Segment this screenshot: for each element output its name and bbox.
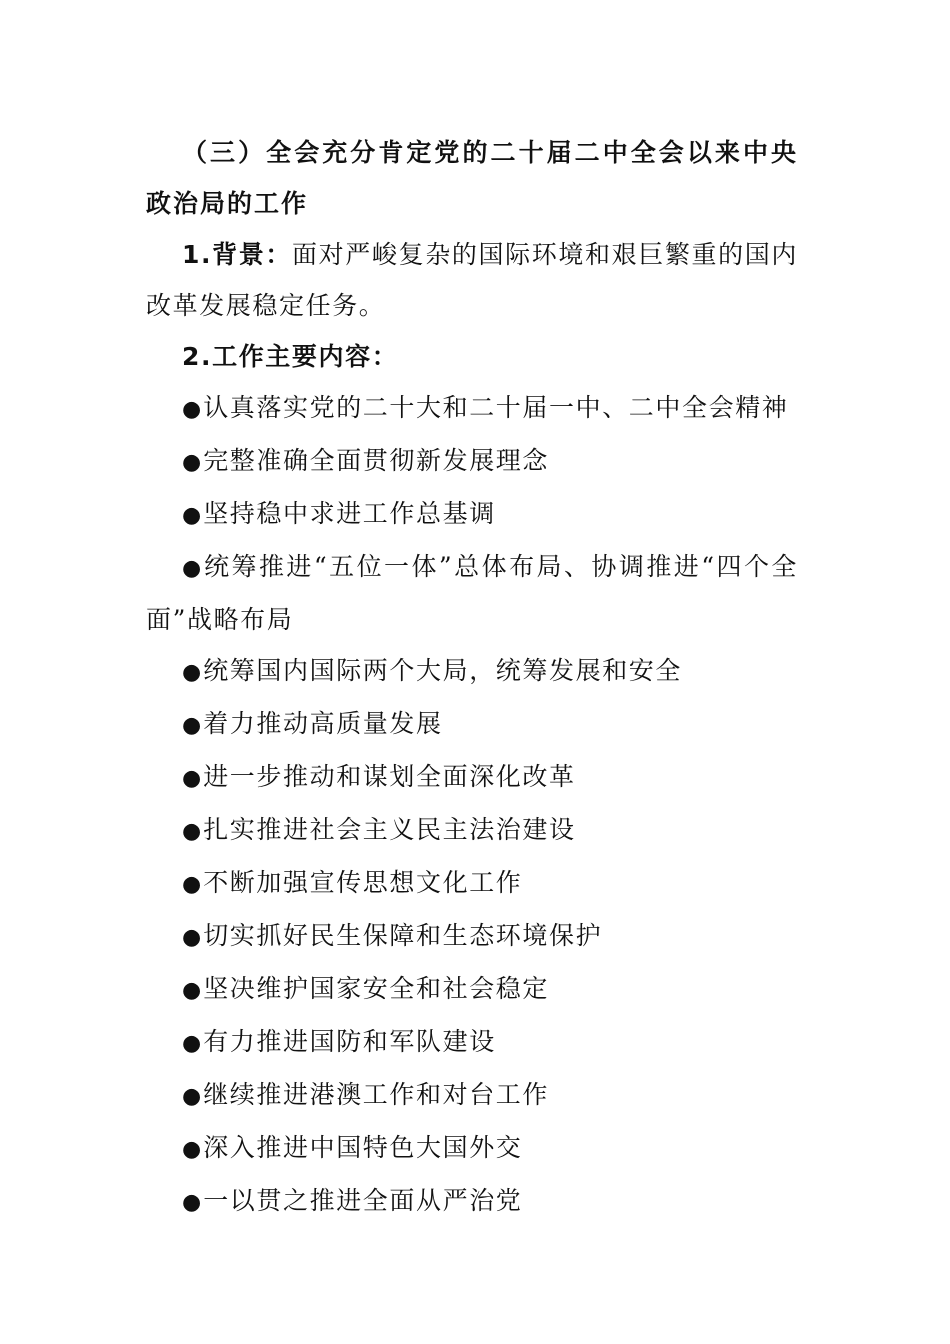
list-item xyxy=(146,804,798,857)
list-item xyxy=(146,963,798,1016)
list-item-text: 统筹国内国际两个大局，统筹发展和安全 xyxy=(203,656,683,685)
bullet-dot-icon: ● xyxy=(182,1084,202,1109)
list-item xyxy=(146,435,798,488)
list-item-text: 进一步推动和谋划全面深化改革 xyxy=(203,762,576,791)
list-item xyxy=(146,1122,798,1175)
background-text: 面对严峻复杂的国际环境和艰巨繁重的国内改革发展稳定任务。 xyxy=(146,240,798,320)
bullet-dot-icon: ● xyxy=(182,1137,202,1162)
list-item-text: 认真落实党的二十大和二十届一中、二中全会精神 xyxy=(203,393,789,422)
list-item-text: 着力推动高质量发展 xyxy=(203,709,443,738)
list-item-text: 深入推进中国特色大国外交 xyxy=(203,1133,523,1162)
bullet-dot-icon: ● xyxy=(182,397,202,422)
list-item-text: 坚持稳中求进工作总基调 xyxy=(203,499,496,528)
list-item xyxy=(146,488,798,541)
list-item xyxy=(146,1175,798,1228)
list-item xyxy=(146,382,798,435)
bullet-dot-icon: ● xyxy=(182,925,202,950)
bullet-dot-icon: ● xyxy=(182,766,202,791)
main-work-label: 2.工作主要内容： xyxy=(182,342,399,371)
list-item-text: 继续推进港澳工作和对台工作 xyxy=(203,1080,550,1109)
list-item xyxy=(146,751,798,804)
bullet-dot-icon: ● xyxy=(182,1190,202,1215)
list-item-text: 切实抓好民生保障和生态环境保护 xyxy=(203,921,603,950)
list-item xyxy=(146,1069,798,1122)
bullet-dot-icon: ● xyxy=(182,660,202,685)
bullet-dot-icon: ● xyxy=(182,872,202,897)
section-heading: （三）全会充分肯定党的二十届二中全会以来中央政治局的工作 xyxy=(146,138,798,218)
list-item-text: 一以贯之推进全面从严治党 xyxy=(203,1186,523,1215)
list-item-text: 坚决维护国家安全和社会稳定 xyxy=(203,974,550,1003)
bullet-dot-icon: ● xyxy=(182,819,202,844)
bullet-dot-icon: ● xyxy=(182,556,203,581)
bullet-dot-icon: ● xyxy=(182,713,202,738)
list-item xyxy=(146,857,798,910)
background-label: 1.背景： xyxy=(182,240,293,269)
main-work-list xyxy=(146,382,798,1228)
list-item xyxy=(146,541,798,645)
list-item xyxy=(146,645,798,698)
list-item-text: 扎实推进社会主义民主法治建设 xyxy=(203,815,576,844)
list-item xyxy=(146,698,798,751)
bullet-dot-icon: ● xyxy=(182,450,202,475)
list-item-text: 不断加强宣传思想文化工作 xyxy=(203,868,523,897)
list-item-text: 统筹推进“五位一体”总体布局、协调推进“四个全面”战略布局 xyxy=(146,552,798,634)
list-item xyxy=(146,910,798,963)
list-item xyxy=(146,1016,798,1069)
bullet-dot-icon: ● xyxy=(182,1031,202,1056)
document-page xyxy=(146,127,798,1228)
list-item-text: 完整准确全面贯彻新发展理念 xyxy=(203,446,550,475)
list-item-text: 有力推进国防和军队建设 xyxy=(203,1027,496,1056)
bullet-dot-icon: ● xyxy=(182,978,202,1003)
background-paragraph xyxy=(146,229,798,331)
bullet-dot-icon: ● xyxy=(182,503,202,528)
